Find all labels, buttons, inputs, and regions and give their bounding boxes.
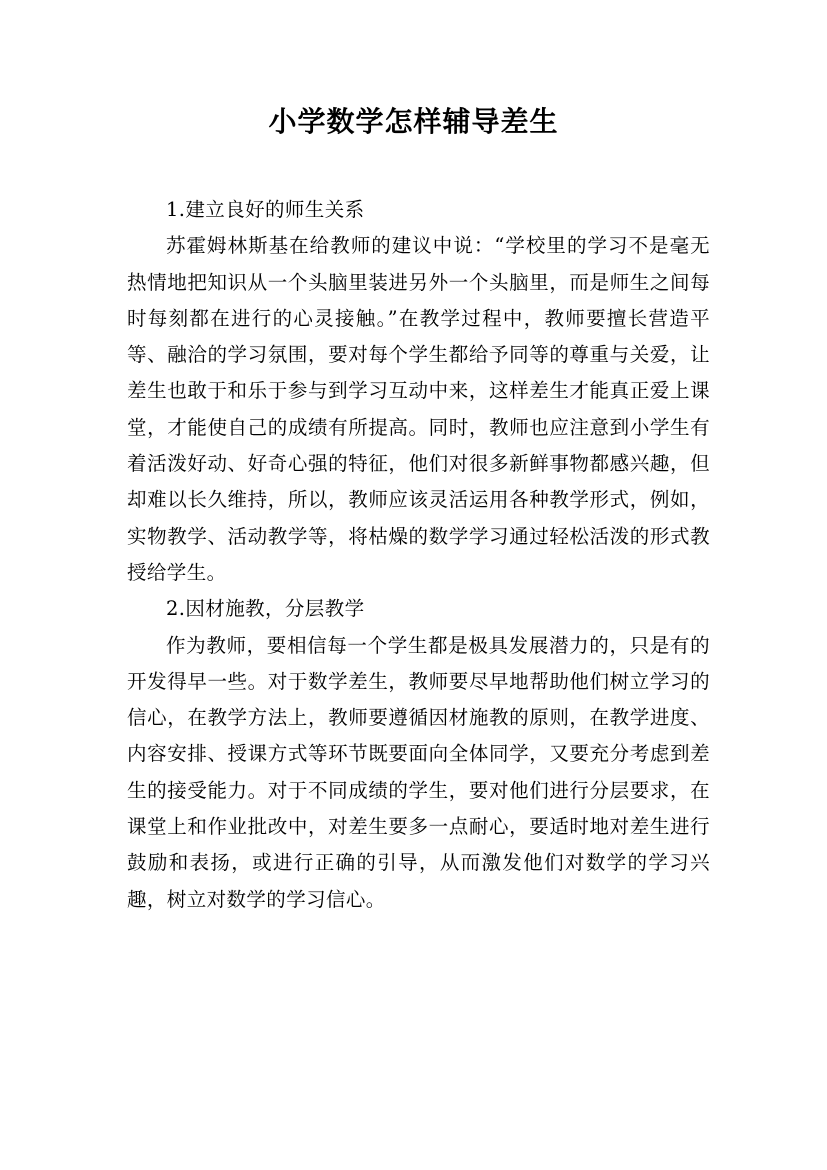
section-heading-1: 1.建立良好的师生关系 [166, 198, 365, 221]
section-heading-2: 2.因材施教，分层教学 [166, 597, 365, 621]
section-paragraph-2: 作为教师，要相信每一个学生都是极具发展潜力的，只是有的开发得早一些。对于数学差生，教师要尽早地帮助他们树立学习的信心，在教学方法上，教师要遵循因材施教的原则，在教学进度、内容安排、授课方式等环节既要面向全体同学，又要充分考虑到差生的接受能力。对于不同成绩的学生，要对他们进行分层要求，在课堂上和作业批改中，对差生要多一点耐心，要适时地对差生进行鼓励和表扬，或进行正确的引导，从而激发他们对数学的学习兴趣，树立对数学的学习信心。 [127, 633, 710, 911]
document-body [127, 192, 710, 918]
document-title: 小学数学怎样辅导差生 [268, 105, 559, 138]
section-paragraph-1: 苏霍姆林斯基在给教师的建议中说：“学校里的学习不是毫无热情地把知识从一个头脑里装进另外一个头脑里，而是师生之间每时每刻都在进行的心灵接触。”在教学过程中，教师要擅长营造平等、融洽的学习氛围，要对每个学生都给予同等的尊重与关爱，让差生也敢于和乐于参与到学习互动中来，这样差生才能真正爱上课堂，才能使自己的成绩有所提高。同时，教师也应注意到小学生有着活泼好动、好奇心强的特征，他们对很多新鲜事物都感兴趣，但却难以长久维持，所以，教师应该灵活运用各种教学形式，例如，实物教学、活动教学等，将枯燥的数学学习通过轻松活泼的形式教授给学生。 [127, 234, 710, 584]
